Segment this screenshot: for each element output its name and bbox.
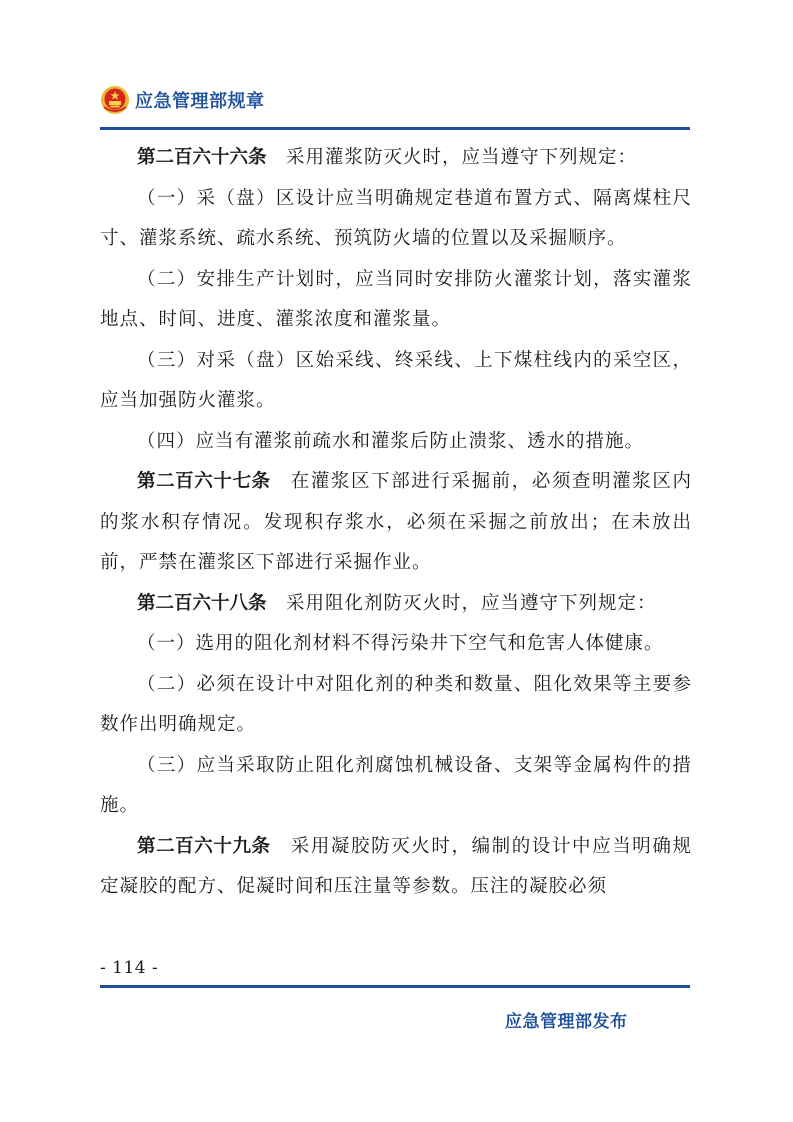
national-emblem-icon — [100, 85, 130, 115]
paragraph-text: （四）应当有灌浆前疏水和灌浆后防止溃浆、透水的措施。 — [137, 430, 645, 452]
page-number: - 114 - — [100, 958, 159, 978]
paragraph-text: 采用阻化剂防灭火时，应当遵守下列规定： — [266, 592, 657, 614]
article-number: 第二百六十九条 — [137, 835, 271, 857]
footer-divider — [100, 985, 690, 988]
paragraph — [100, 179, 692, 260]
paragraph — [100, 584, 692, 625]
paragraph — [100, 827, 692, 908]
article-number: 第二百六十六条 — [137, 147, 267, 168]
paragraph-text: （三）应当采取防止阻化剂腐蚀机械设备、支架等金属构件的措施。 — [100, 754, 692, 816]
paragraph-text: （二）必须在设计中对阻化剂的种类和数量、阻化效果等主要参数作出明确规定。 — [100, 673, 692, 735]
paragraph — [100, 624, 692, 665]
header-title: 应急管理部规章 — [135, 91, 265, 112]
header-divider — [100, 127, 690, 130]
document-body — [100, 138, 692, 908]
paragraph — [100, 422, 692, 463]
paragraph — [100, 665, 692, 746]
footer-publisher: 应急管理部发布 — [505, 1012, 628, 1032]
paragraph-text: （三）对采（盘）区始采线、终采线、上下煤柱线内的采空区，应当加强防火灌浆。 — [100, 349, 692, 411]
paragraph-text: 采用凝胶防灭火时，编制的设计中应当明确规定凝胶的配方、促凝时间和压注量等参数。压注的凝胶必须 — [100, 835, 692, 897]
paragraph-text: （一）采（盘）区设计应当明确规定巷道布置方式、隔离煤柱尺寸、灌浆系统、疏水系统、预筑防火墙的位置以及采掘顺序。 — [100, 187, 692, 249]
paragraph-text: 采用灌浆防灭火时，应当遵守下列规定： — [266, 147, 638, 168]
paragraph — [100, 746, 692, 827]
article-number: 第二百六十八条 — [137, 592, 267, 614]
paragraph — [100, 341, 692, 422]
paragraph — [100, 260, 692, 341]
article-number: 第二百六十七条 — [137, 471, 271, 492]
paragraph-text: （一）选用的阻化剂材料不得污染井下空气和危害人体健康。 — [137, 633, 664, 654]
paragraph — [100, 462, 692, 584]
paragraph-text: （二）安排生产计划时，应当同时安排防火灌浆计划，落实灌浆地点、时间、进度、灌浆浓度和灌浆量。 — [100, 268, 692, 330]
page-header — [100, 82, 265, 118]
paragraph — [100, 138, 692, 179]
paragraph-text: 在灌浆区下部进行采掘前，必须查明灌浆区内的浆水积存情况。发现积存浆水，必须在采掘之前放出；在未放出前，严禁在灌浆区下部进行采掘作业。 — [100, 471, 692, 573]
